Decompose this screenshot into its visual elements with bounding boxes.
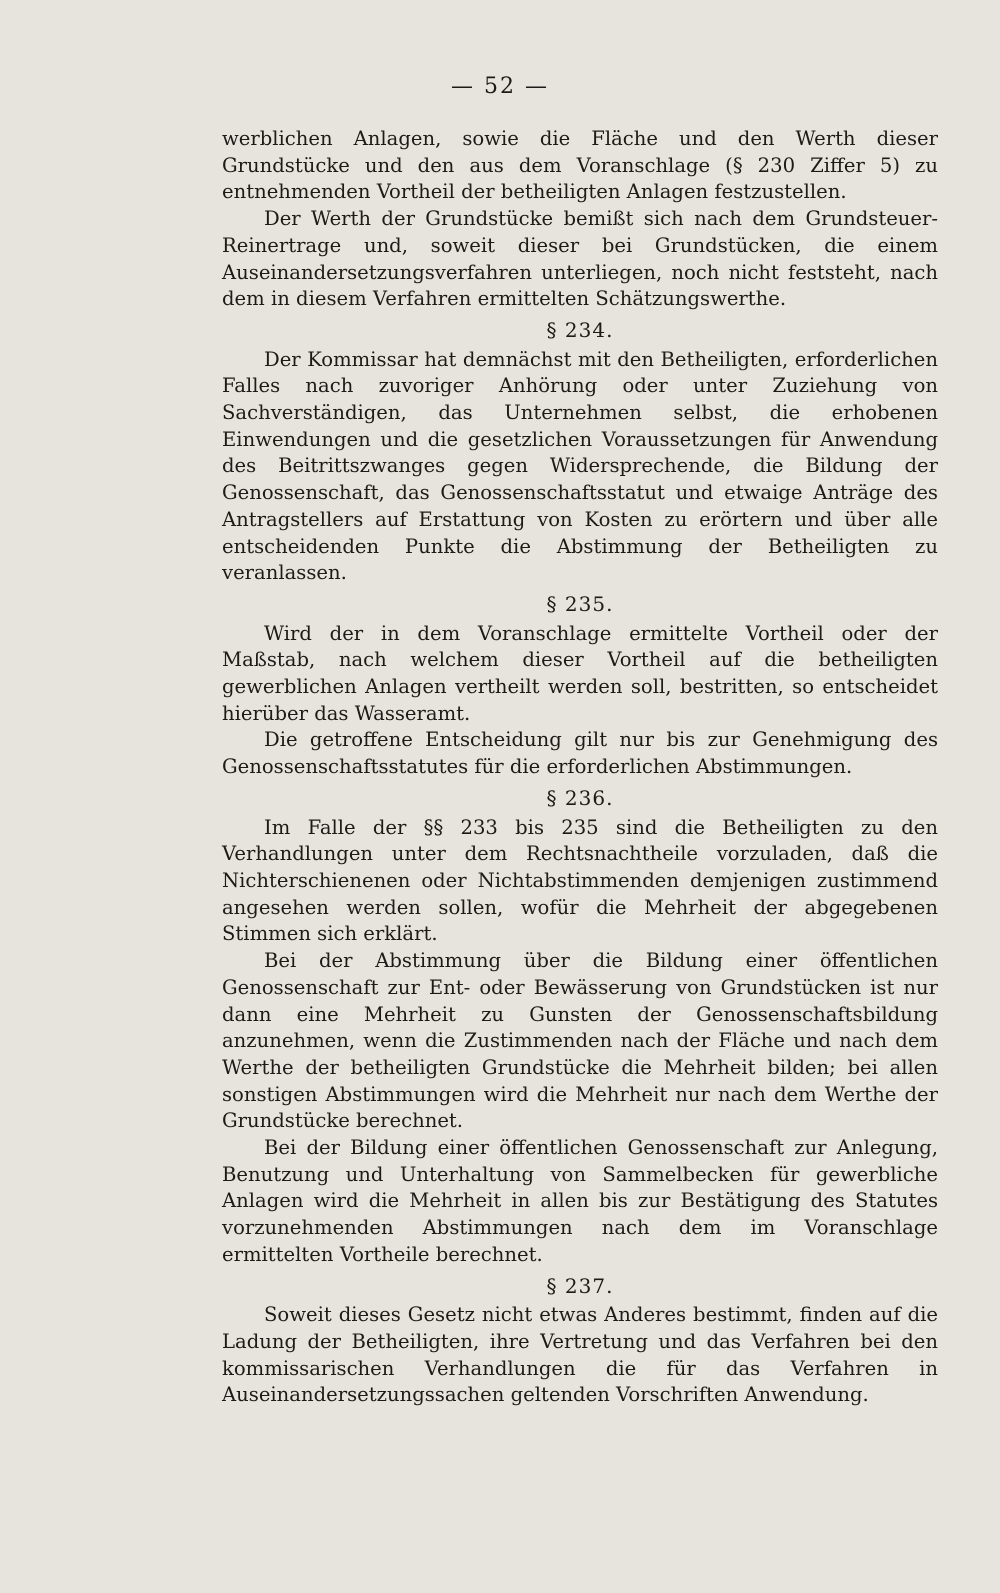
page-number: — 52 —: [451, 74, 549, 99]
section-heading-235: § 235.: [546, 591, 614, 616]
paragraph-236-3: Bei der Bildung einer öffentlichen Genossenschaft zur Anlegung, Benutzung und Unterhaltung von Sammelbecken für gewerbliche Anlagen wird die Mehrheit in allen bis zur Bestätigung des Statutes vorzunehmenden Abstimmungen nach dem im Voranschlage ermittelten Vortheile berechnet.: [222, 1136, 938, 1266]
paragraph-236-1: Im Falle der §§ 233 bis 235 sind die Betheiligten zu den Verhandlungen unter dem Rechtsnachtheile vorzuladen, daß die Nichterschienenen oder Nichtabstimmenden demjenigen zustimmend angesehen werden sollen, wofür die Mehrheit der abgegebenen Stimmen sich erklärt.: [222, 815, 938, 946]
body-text: [222, 126, 938, 1409]
paragraph-237: Soweit dieses Gesetz nicht etwas Anderes bestimmt, finden auf die Ladung der Betheiligten, ihre Vertretung und das Verfahren bei den kommissarischen Verhandlungen die für das Verfahren in Auseinandersetzungssachen geltenden Vorschriften Anwendung.: [222, 1303, 938, 1407]
section-heading-234: § 234.: [546, 317, 614, 342]
paragraph-continuation: werblichen Anlagen, sowie die Fläche und den Werth dieser Grundstücke und den aus dem Voranschlage (§ 230 Ziffer 5) zu entnehmenden Vortheil der betheiligten Anlagen festzustellen.: [222, 127, 938, 204]
section-heading-237: § 237.: [546, 1273, 614, 1298]
paragraph-235-2: Die getroffene Entscheidung gilt nur bis zur Genehmigung des Genossenschaftsstatutes für die erforderlichen Abstimmungen.: [222, 728, 938, 779]
paragraph-value-of-land: Der Werth der Grundstücke bemißt sich nach dem Grundsteuer-Reinertrage und, soweit dieser bei Grundstücken, die einem Auseinandersetzungsverfahren unterliegen, noch nicht feststeht, nach dem in diesem Verfahren ermittelten Schätzungswerthe.: [222, 207, 938, 311]
paragraph-236-2: Bei der Abstimmung über die Bildung einer öffentlichen Genossenschaft zur Ent- oder Bewässerung von Grundstücken ist nur dann eine Mehrheit zu Gunsten der Genossenschaftsbildung anzunehmen, wenn die Zustimmenden nach der Fläche und nach dem Werthe der betheiligten Grundstücke die Mehrheit bilden; bei allen sonstigen Abstimmungen wird die Mehrheit nur nach dem Werthe der Grundstücke berechnet.: [222, 949, 938, 1133]
section-heading-236: § 236.: [546, 785, 614, 810]
paragraph-235-1: Wird der in dem Voranschlage ermittelte Vortheil oder der Maßstab, nach welchem dieser Vortheil auf die betheiligten gewerblichen Anlagen vertheilt werden soll, bestritten, so entscheidet hierüber das Wasseramt.: [222, 621, 938, 725]
paragraph-234: Der Kommissar hat demnächst mit den Betheiligten, erforderlichen Falles nach zuvoriger Anhörung oder unter Zuziehung von Sachverständigen, das Unternehmen selbst, die erhobenen Einwendungen und die gesetzlichen Voraussetzungen für Anwendung des Beitrittszwanges gegen Widersprechende, die Bildung der Genossenschaft, das Genossenschaftsstatut und etwaige Anträge des Antragstellers auf Erstattung von Kosten zu erörtern und über alle entscheidenden Punkte die Abstimmung der Betheiligten zu veranlassen.: [222, 347, 938, 585]
